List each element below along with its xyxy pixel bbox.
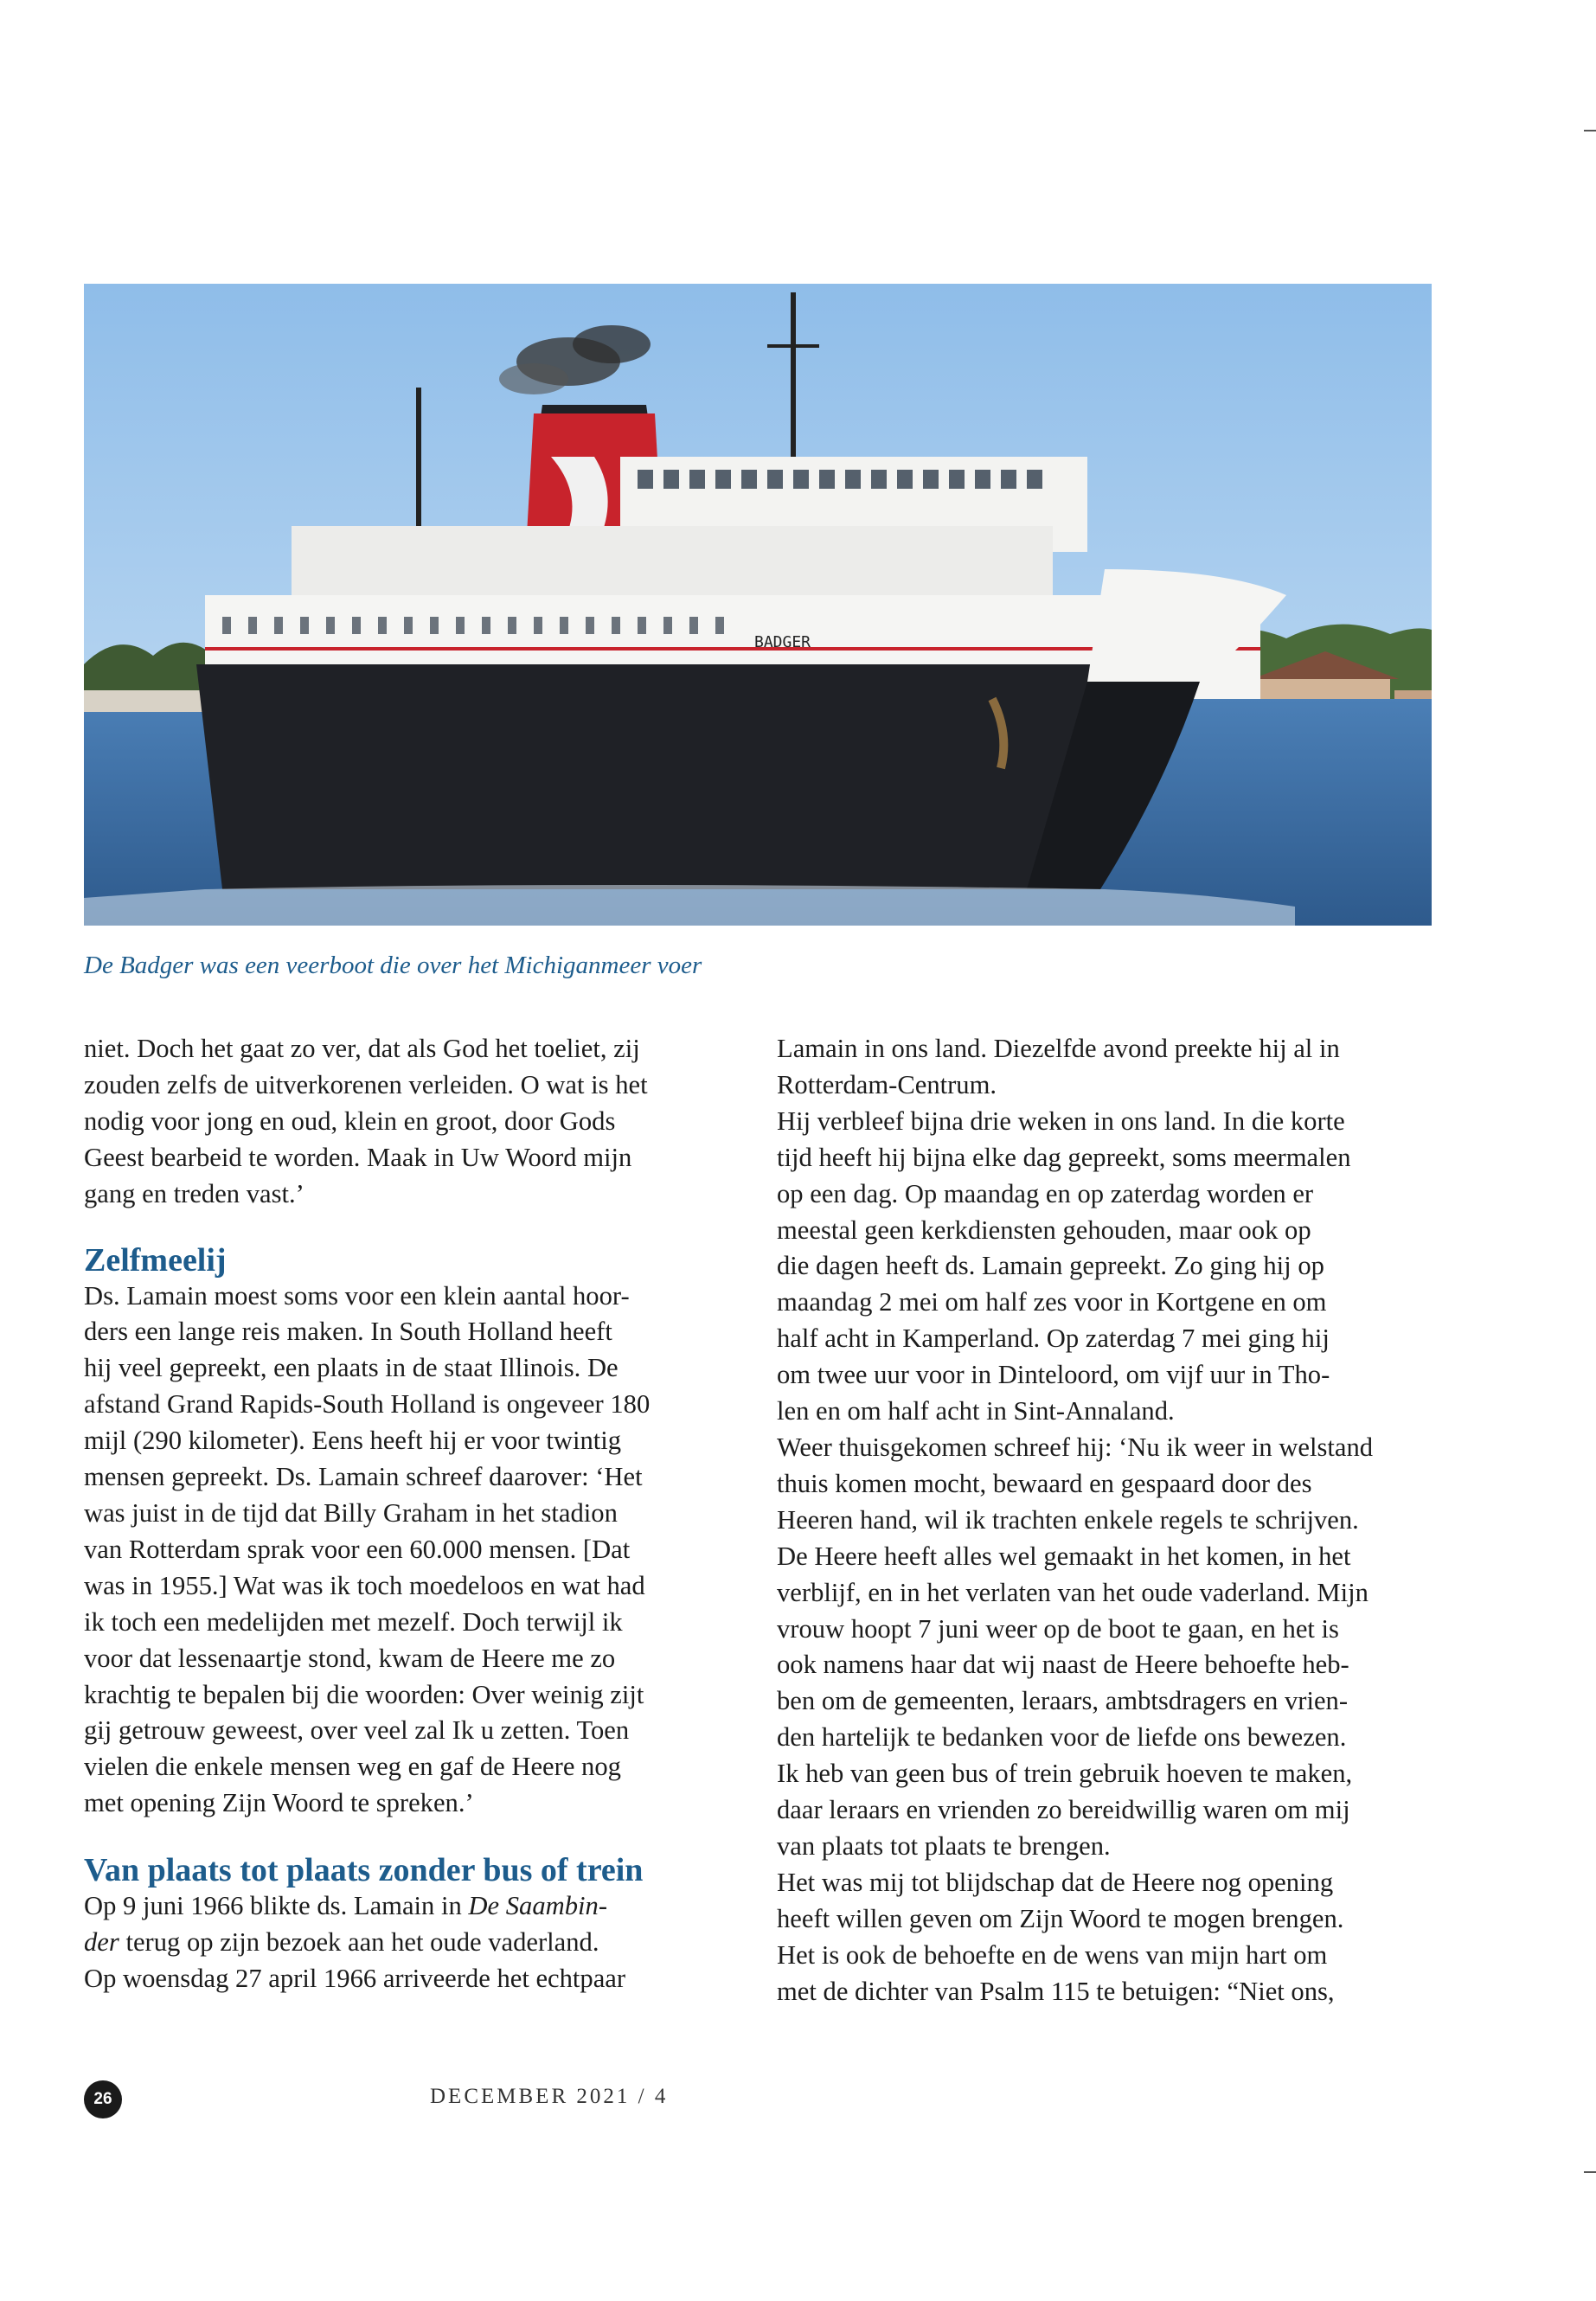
text-line: ben om de gemeenten, leraars, ambtsdragers en vrien- — [777, 1686, 1349, 1716]
text-line: nodig voor jong en oud, klein en groot, door Gods — [84, 1106, 616, 1136]
text-line: maandag 2 mei om half zes voor in Kortgene en om — [777, 1287, 1327, 1317]
ship-name-label: BADGER — [754, 633, 811, 651]
text-line: van Rotterdam sprak voor een 60.000 mensen. [Dat — [84, 1534, 631, 1564]
text-line: meestal geen kerkdiensten gehouden, maar ook op — [777, 1215, 1311, 1245]
text-line: Lamain in ons land. Diezelfde avond preekte hij al in — [777, 1034, 1340, 1063]
text-line: afstand Grand Rapids-South Holland is ongeveer 180 — [84, 1389, 651, 1420]
intro-paragraph — [84, 1031, 715, 1213]
text-line: Weer thuisgekomen schreef hij: ‘Nu ik weer in welstand — [777, 1432, 1374, 1462]
text-line: ook namens haar dat wij naast de Heere behoefte heb- — [777, 1650, 1349, 1680]
text-line: daar leraars en vrienden zo bereidwillig waren om mij — [777, 1795, 1350, 1825]
text-line: half acht in Kamperland. Op zaterdag 7 mei ging hij — [777, 1324, 1330, 1354]
text-line: Ik heb van geen bus of trein gebruik hoeven te maken, — [777, 1759, 1353, 1789]
text-line: Het was mij tot blijdschap dat de Heere nog opening — [777, 1867, 1334, 1897]
text-line: verblijf, en in het verlaten van het oude vaderland. Mijn — [777, 1577, 1368, 1607]
text-line: Het is ook de behoefte en de wens van mijn hart om — [777, 1939, 1328, 1970]
text-line: op een dag. Op maandag en op zaterdag worden er — [777, 1178, 1314, 1208]
crop-mark-top — [1584, 130, 1596, 131]
publication-title: De Saambin- — [468, 1891, 608, 1921]
section-heading-zelfmeelij: Zelfmeelij — [84, 1241, 227, 1279]
text-line: len en om half acht in Sint-Annaland. — [777, 1396, 1175, 1426]
text-line: Op 9 juni 1966 blikte ds. Lamain in — [84, 1891, 469, 1921]
text-line: die dagen heeft ds. Lamain gepreekt. Zo ging hij op — [777, 1251, 1324, 1281]
text-line: Hij verbleef bijna drie weken in ons land. In die korte — [777, 1106, 1345, 1136]
text-line: Op woensdag 27 april 1966 arriveerde het echtpaar — [84, 1963, 626, 1993]
text-line: van plaats tot plaats te brengen. — [777, 1830, 1111, 1861]
text-line: vrouw hoopt 7 juni weer op de boot te gaan, en het is — [777, 1613, 1339, 1644]
text-line: met de dichter van Psalm 115 te betuigen: “Niet ons, — [777, 1976, 1335, 2006]
text-line: De Heere heeft alles wel gemaakt in het komen, in het — [777, 1541, 1351, 1571]
text-line: niet. Doch het gaat zo ver, dat als God het toeliet, zij — [84, 1034, 640, 1063]
page-number-badge: 26 — [84, 2080, 122, 2118]
text-line: om twee uur voor in Dinteloord, om vijf uur in Tho- — [777, 1360, 1330, 1390]
zelfmeelij-paragraph — [84, 1279, 715, 1823]
ferry-photo — [84, 284, 1432, 926]
text-line: mensen gepreekt. Ds. Lamain schreef daarover: ‘Het — [84, 1462, 643, 1492]
van-plaats-paragraph — [84, 1888, 715, 1997]
text-line: was in 1955.] Wat was ik toch moedeloos en wat had — [84, 1570, 645, 1600]
text-line: den hartelijk te bedanken voor de liefde ons bewezen. — [777, 1722, 1347, 1753]
text-line: krachtig te bepalen bij die woorden: Over weinig zijt — [84, 1679, 644, 1709]
issue-label: DECEMBER 2021 / 4 — [430, 2085, 669, 2108]
text-line: gij getrouw geweest, over veel zal Ik u zetten. Toen — [84, 1715, 630, 1746]
text-line: Ds. Lamain moest soms voor een klein aantal hoor- — [84, 1280, 630, 1311]
text-line: was juist in de tijd dat Billy Graham in het stadion — [84, 1497, 618, 1528]
publication-title-cont: der — [84, 1927, 119, 1958]
text-line: met opening Zijn Woord te spreken.’ — [84, 1788, 474, 1818]
text-line: Heeren hand, wil ik trachten enkele regels te schrijven. — [777, 1504, 1359, 1535]
photo-caption: De Badger was een veerboot die over het Michiganmeer voer — [84, 952, 702, 979]
text-line: hij veel gepreekt, een plaats in de staat Illinois. De — [84, 1353, 619, 1383]
text-line: ik toch een medelijden met mezelf. Doch terwijl ik — [84, 1606, 623, 1637]
text-line: terug op zijn bezoek aan het oude vaderland. — [119, 1927, 599, 1958]
text-line: Geest bearbeid te worden. Maak in Uw Woord mijn — [84, 1142, 632, 1172]
text-line: voor dat lessenaartje stond, kwam de Heere me zo — [84, 1643, 616, 1673]
text-line: heeft willen geven om Zijn Woord te mogen brengen. — [777, 1903, 1344, 1933]
text-line: zouden zelfs de uitverkorenen verleiden. O wat is het — [84, 1069, 648, 1099]
text-line: ders een lange reis maken. In South Holland heeft — [84, 1317, 612, 1347]
crop-mark-bottom — [1584, 2171, 1596, 2173]
section-heading-van-plaats: Van plaats tot plaats zonder bus of trein — [84, 1852, 644, 1889]
text-line: Rotterdam-Centrum. — [777, 1069, 997, 1099]
left-column — [84, 1031, 715, 1997]
right-paragraph — [777, 1031, 1434, 2009]
text-line: vielen die enkele mensen weg en gaf de Heere nog — [84, 1752, 621, 1782]
text-line: tijd heeft hij bijna elke dag gepreekt, soms meermalen — [777, 1142, 1351, 1172]
text-line: mijl (290 kilometer). Eens heeft hij er voor twintig — [84, 1426, 622, 1456]
text-line: thuis komen mocht, bewaard en gespaard door des — [777, 1468, 1312, 1498]
right-column — [777, 1031, 1434, 2009]
text-line: gang en treden vast.’ — [84, 1178, 304, 1208]
